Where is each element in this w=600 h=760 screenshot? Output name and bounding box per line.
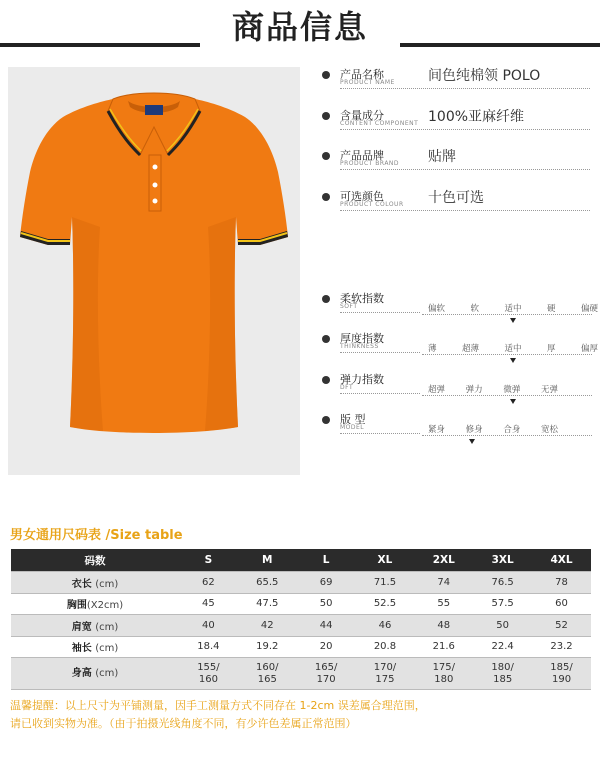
info-value: 十色可选 bbox=[428, 190, 484, 206]
table-cell: 23.2 bbox=[532, 636, 591, 658]
info-label-en: PRODUCT COLOUR bbox=[340, 201, 404, 208]
info-row-component bbox=[322, 107, 592, 147]
scale-thickness bbox=[322, 330, 598, 370]
info-label-en: CONTENT COMPONENT bbox=[340, 120, 419, 127]
scale-soft bbox=[322, 290, 598, 330]
bullet-icon bbox=[322, 193, 330, 201]
scale-line bbox=[422, 395, 592, 396]
scale-option: 超弹 bbox=[428, 385, 446, 395]
bullet-icon bbox=[322, 416, 330, 424]
table-cell: 60 bbox=[532, 593, 591, 615]
bullet-icon bbox=[322, 71, 330, 79]
table-cell: 185/ 190 bbox=[532, 658, 591, 690]
bullet-icon bbox=[322, 295, 330, 303]
divider bbox=[340, 433, 420, 434]
table-cell: 21.6 bbox=[414, 636, 473, 658]
table-cell: 42 bbox=[238, 615, 297, 637]
table-cell: 22.4 bbox=[473, 636, 532, 658]
row-label: 袖长 (cm) bbox=[11, 636, 179, 658]
table-row bbox=[11, 593, 591, 615]
table-cell: 46 bbox=[356, 615, 415, 637]
info-value: 贴牌 bbox=[428, 149, 456, 165]
table-cell: 65.5 bbox=[238, 572, 297, 594]
table-cell: 165/ 170 bbox=[297, 658, 356, 690]
table-cell: 40 bbox=[179, 615, 238, 637]
scale-option: 硬 bbox=[546, 304, 556, 314]
divider bbox=[340, 88, 590, 89]
scale-label-en: SOFT bbox=[340, 303, 358, 310]
scale-option: 厚 bbox=[546, 344, 556, 354]
scale-option: 微弹 bbox=[503, 385, 521, 395]
table-cell: 78 bbox=[532, 572, 591, 594]
scale-label-en: THINKNESS bbox=[340, 343, 379, 350]
table-cell: 48 bbox=[414, 615, 473, 637]
header-cell: S bbox=[179, 549, 238, 572]
scale-line bbox=[422, 354, 592, 355]
header-cell: M bbox=[238, 549, 297, 572]
table-cell: 57.5 bbox=[473, 593, 532, 615]
scale-label-en: DFT bbox=[340, 384, 354, 391]
polo-shirt-image bbox=[8, 67, 300, 475]
table-cell: 55 bbox=[414, 593, 473, 615]
info-row-colour bbox=[322, 188, 592, 228]
scale-label: 厚度指数 bbox=[340, 332, 384, 345]
header-cell: 3XL bbox=[473, 549, 532, 572]
divider bbox=[340, 352, 420, 353]
header-cell: 2XL bbox=[414, 549, 473, 572]
scale-option: 合身 bbox=[503, 425, 521, 435]
scale-option: 软 bbox=[470, 304, 479, 314]
table-cell: 160/ 165 bbox=[238, 658, 297, 690]
row-label: 身高 (cm) bbox=[11, 658, 179, 690]
scale-option: 偏硬 bbox=[580, 304, 598, 314]
row-label: 胸围(X2cm) bbox=[11, 593, 179, 615]
scale-model bbox=[322, 411, 592, 451]
scale-option: 宽松 bbox=[540, 425, 558, 435]
bullet-icon bbox=[322, 335, 330, 343]
row-label: 肩宽 (cm) bbox=[11, 615, 179, 637]
table-row bbox=[11, 658, 591, 690]
scale-line bbox=[422, 435, 592, 436]
note-line-2: 请已收到实物为准。（由于拍摄光线角度不同，有少许色差属正常范围） bbox=[10, 717, 357, 730]
table-row bbox=[11, 615, 591, 637]
title-bar-left bbox=[0, 43, 200, 47]
selected-marker-icon bbox=[510, 358, 516, 363]
scale-option: 偏厚 bbox=[580, 344, 598, 354]
table-cell: 20.8 bbox=[356, 636, 415, 658]
info-row-name bbox=[322, 66, 592, 106]
table-cell: 180/ 185 bbox=[473, 658, 532, 690]
table-cell: 175/ 180 bbox=[414, 658, 473, 690]
header-cell: 码数 bbox=[11, 549, 179, 572]
scale-option: 适中 bbox=[504, 344, 522, 354]
size-table-header bbox=[11, 549, 591, 572]
scale-options bbox=[428, 342, 598, 354]
info-row-brand bbox=[322, 147, 592, 187]
bullet-icon bbox=[322, 376, 330, 384]
table-cell: 50 bbox=[297, 593, 356, 615]
scale-label: 弹力指数 bbox=[340, 373, 384, 386]
table-cell: 155/ 160 bbox=[179, 658, 238, 690]
selected-marker-icon bbox=[510, 399, 516, 404]
table-cell: 47.5 bbox=[238, 593, 297, 615]
table-row bbox=[11, 636, 591, 658]
scale-option: 薄 bbox=[428, 344, 437, 354]
scale-label-en: MODEL bbox=[340, 424, 365, 431]
table-cell: 71.5 bbox=[356, 572, 415, 594]
header-cell: 4XL bbox=[532, 549, 591, 572]
info-value: 100%亚麻纤维 bbox=[428, 109, 525, 125]
table-cell: 76.5 bbox=[473, 572, 532, 594]
info-label: 产品名称 bbox=[340, 68, 384, 81]
scale-label: 柔软指数 bbox=[340, 292, 384, 305]
page-title: 商品信息 bbox=[231, 8, 368, 46]
scale-line bbox=[422, 314, 592, 315]
scale-elasticity bbox=[322, 371, 592, 411]
table-row bbox=[11, 572, 591, 594]
scale-option: 弹力 bbox=[465, 385, 483, 395]
info-label: 产品品牌 bbox=[340, 149, 384, 162]
table-cell: 52 bbox=[532, 615, 591, 637]
scale-label: 版 型 bbox=[340, 413, 366, 426]
scale-option: 无弹 bbox=[540, 385, 558, 395]
divider bbox=[340, 129, 590, 130]
scale-option: 紧身 bbox=[428, 425, 446, 435]
table-cell: 69 bbox=[297, 572, 356, 594]
table-cell: 62 bbox=[179, 572, 238, 594]
selected-marker-icon bbox=[510, 318, 516, 323]
scale-options bbox=[428, 302, 598, 314]
scale-option: 偏软 bbox=[428, 304, 446, 314]
scale-option: 适中 bbox=[504, 304, 522, 314]
bullet-icon bbox=[322, 152, 330, 160]
table-cell: 50 bbox=[473, 615, 532, 637]
table-cell: 52.5 bbox=[356, 593, 415, 615]
info-value: 间色纯棉领 POLO bbox=[428, 68, 541, 84]
divider bbox=[340, 169, 590, 170]
header-cell: L bbox=[297, 549, 356, 572]
info-label-en: PRODUCT NAME bbox=[340, 79, 395, 86]
size-table-title: 男女通用尺码表 /Size table bbox=[10, 528, 183, 543]
scale-option: 超薄 bbox=[461, 344, 479, 354]
info-label-en: PRODUCT BRAND bbox=[340, 160, 400, 167]
table-cell: 74 bbox=[414, 572, 473, 594]
selected-marker-icon bbox=[469, 439, 475, 444]
divider bbox=[340, 393, 420, 394]
product-photo bbox=[8, 67, 300, 475]
table-cell: 45 bbox=[179, 593, 238, 615]
scale-options bbox=[428, 423, 558, 435]
title-bar-right bbox=[400, 43, 600, 47]
bullet-icon bbox=[322, 112, 330, 120]
note-line-1: 温馨提醒：以上尺寸为平铺测量，因手工测量方式不同存在 1-2cm 误差属合理范围， bbox=[10, 699, 426, 712]
info-label: 可选颜色 bbox=[340, 190, 384, 203]
scale-option: 修身 bbox=[465, 425, 483, 435]
info-label: 含量成分 bbox=[340, 109, 384, 122]
row-label: 衣长 (cm) bbox=[11, 572, 179, 594]
scale-options bbox=[428, 383, 558, 395]
header-cell: XL bbox=[356, 549, 415, 572]
table-cell: 18.4 bbox=[179, 636, 238, 658]
table-cell: 170/ 175 bbox=[356, 658, 415, 690]
table-cell: 19.2 bbox=[238, 636, 297, 658]
divider bbox=[340, 312, 420, 313]
table-cell: 20 bbox=[297, 636, 356, 658]
table-cell: 44 bbox=[297, 615, 356, 637]
divider bbox=[340, 210, 590, 211]
size-table bbox=[11, 549, 591, 690]
